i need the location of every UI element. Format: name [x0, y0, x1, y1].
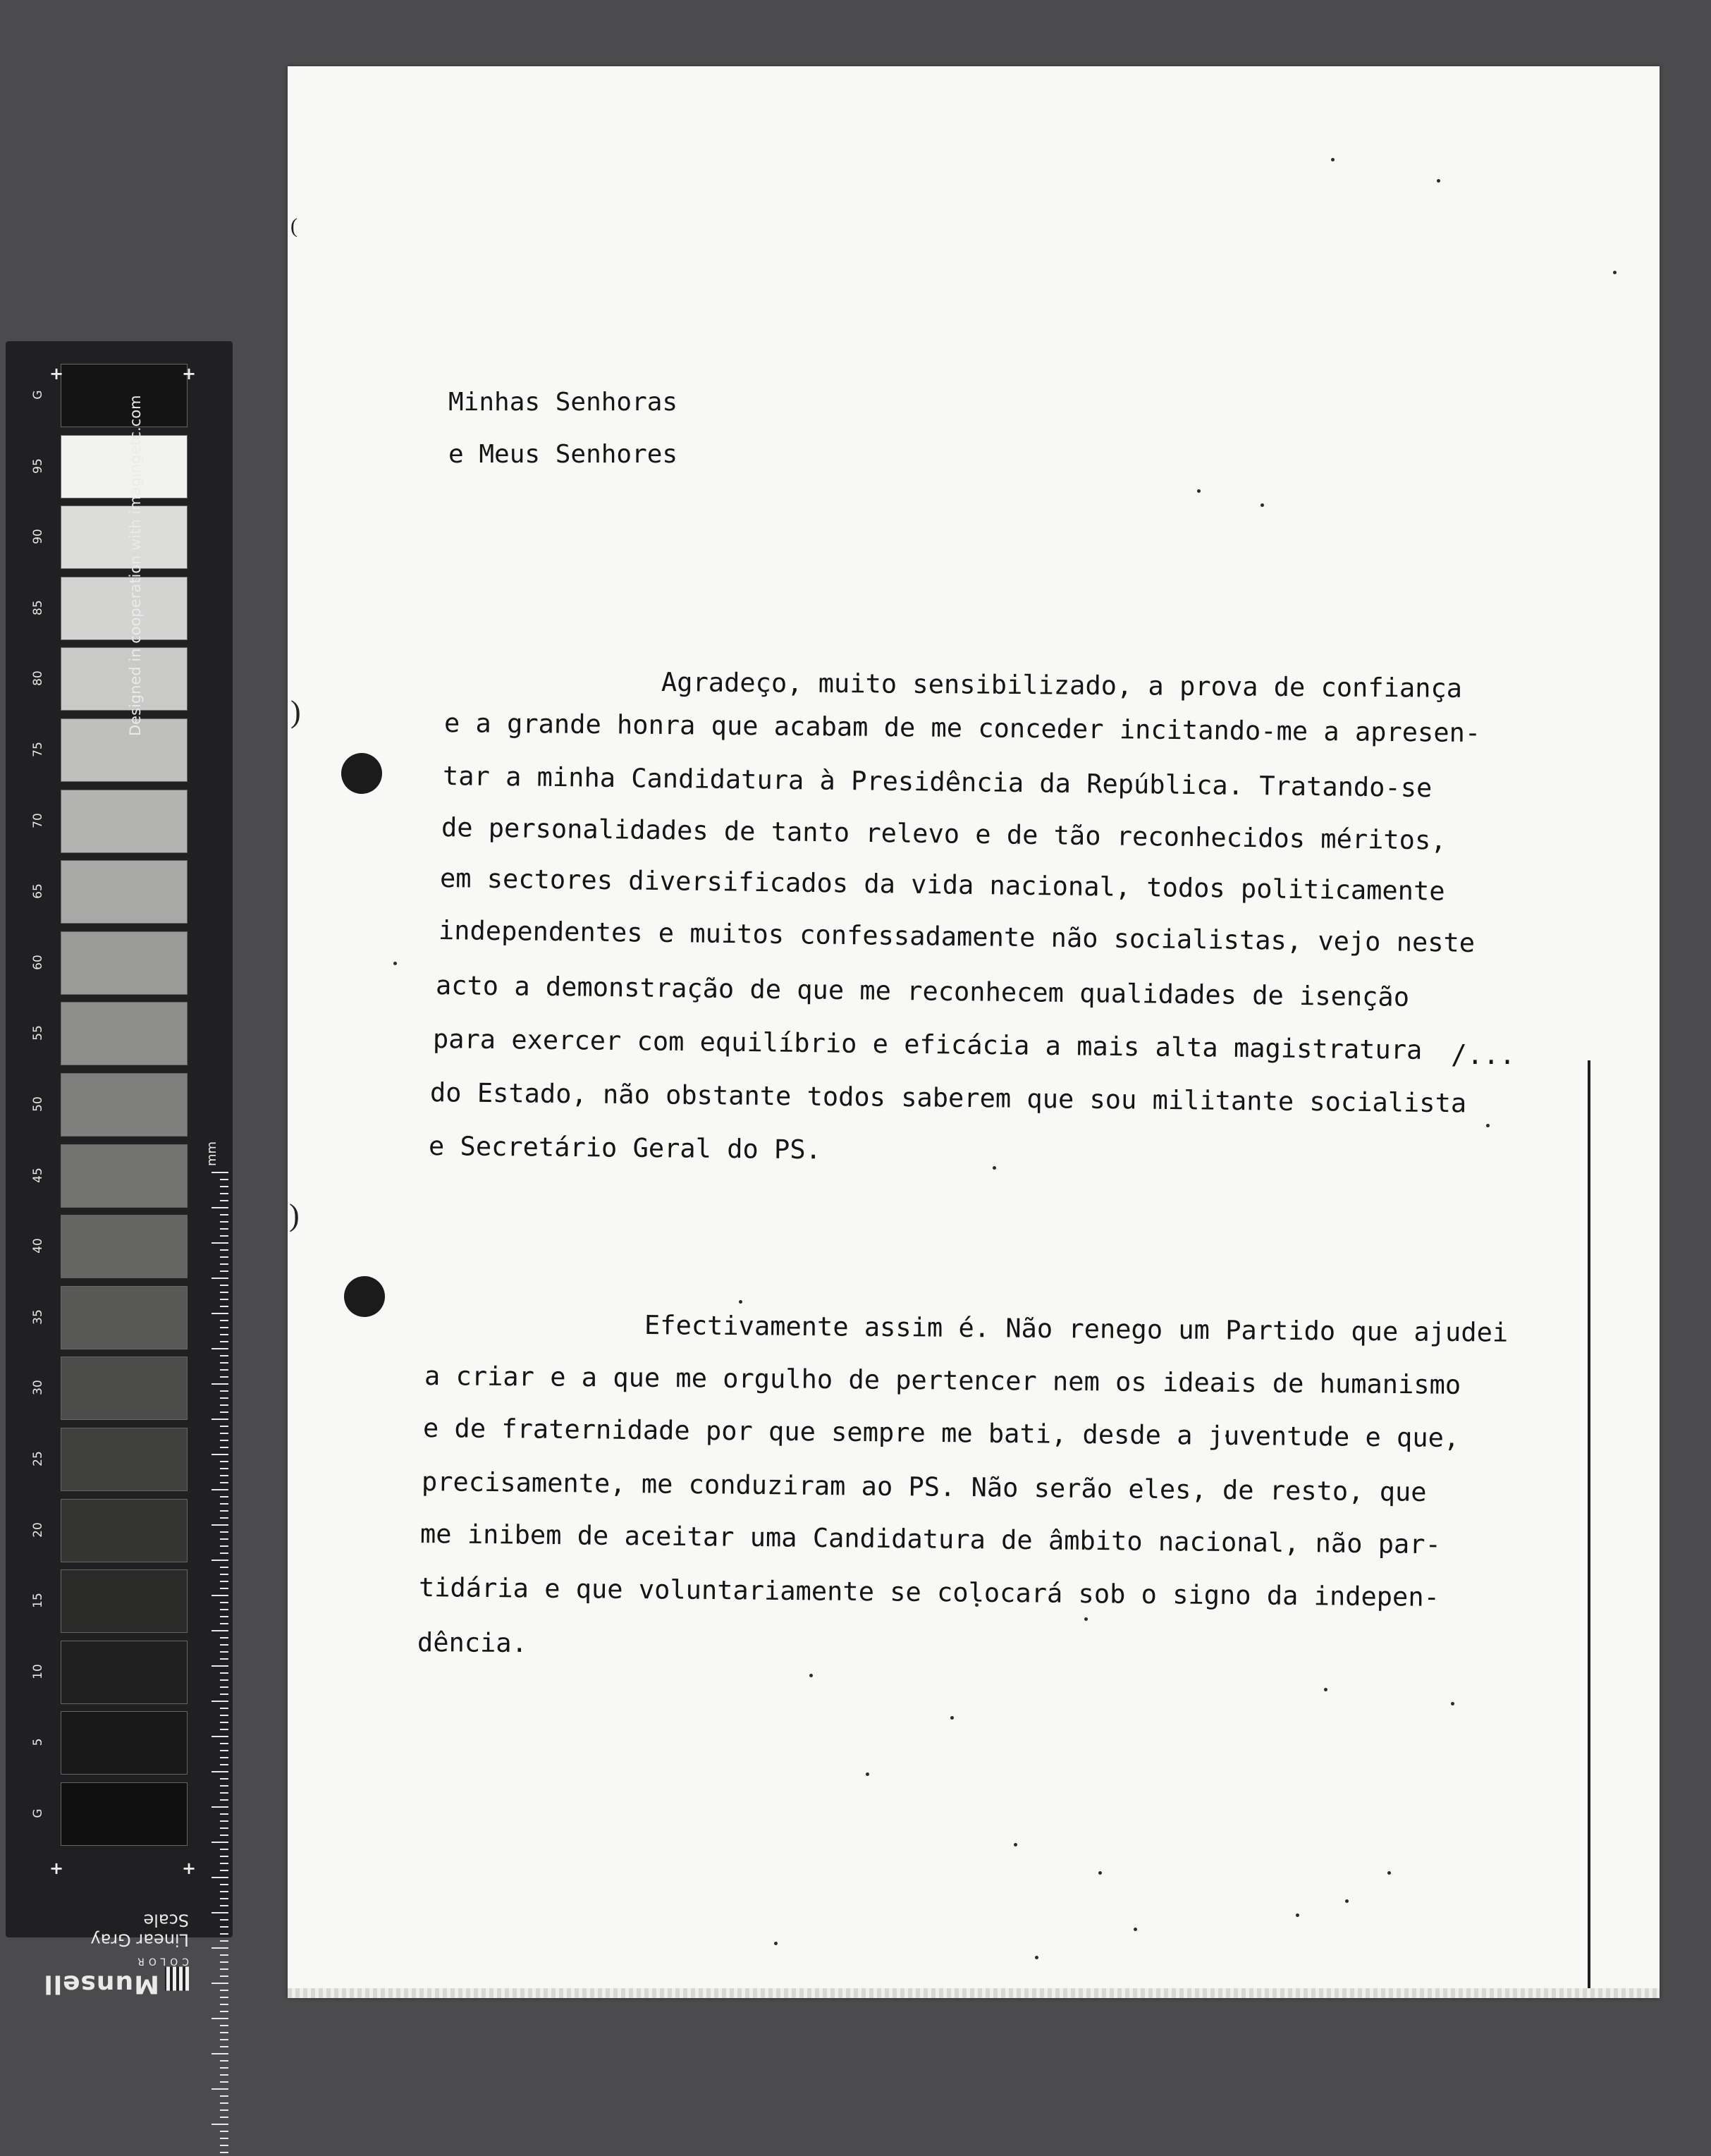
registration-mark: +: [49, 364, 64, 384]
gray-patch: [61, 1002, 188, 1065]
text-line: a criar e a que me orgulho de pertencer nem os ideais de humanismo: [424, 1361, 1461, 1400]
text-line: tidária e que voluntariamente se colocará sob o signo da indepen-: [418, 1572, 1440, 1612]
patch-label: 60: [31, 954, 45, 970]
text-line: precisamente, me conduziram ao PS. Não serão eles, de resto, que: [421, 1466, 1427, 1507]
patch-label: 5: [31, 1738, 45, 1746]
text-line: do Estado, não obstante todos saberem que sou militante socialista: [429, 1077, 1467, 1119]
gray-patch: [61, 931, 188, 995]
patch-label: 80: [31, 670, 45, 687]
speck: [809, 1674, 813, 1677]
speck: [1134, 1928, 1137, 1931]
text-line: dência.: [417, 1627, 528, 1659]
speck: [1345, 1899, 1349, 1903]
speck: [1197, 489, 1201, 493]
speck: [393, 962, 397, 965]
scale-name: Linear Gray Scale: [90, 1911, 189, 1950]
speck: [1084, 1617, 1088, 1621]
patch-label: 15: [31, 1593, 45, 1609]
patch-label: 20: [31, 1521, 45, 1538]
text-line: tar a minha Candidatura à Presidência da República. Tratando-se: [442, 761, 1433, 804]
gray-patch: [61, 1286, 188, 1349]
gray-patch: [61, 1428, 188, 1491]
text-line: acto a demonstração de que me reconhecem qualidades de isenção: [435, 970, 1410, 1012]
patch-label: 75: [31, 742, 45, 757]
gray-patch: [61, 790, 188, 853]
text-line: e a grande honra que acabam de me conceder incitando-me a apresen-: [443, 708, 1481, 749]
patch-label: 90: [31, 529, 45, 545]
patch-label: 45: [31, 1167, 45, 1183]
gray-patch: [61, 718, 188, 782]
patch-label: 10: [31, 1663, 45, 1679]
text-line: e Secretário Geral do PS.: [428, 1131, 822, 1165]
gray-patch: [61, 1641, 188, 1704]
gray-patch: [61, 1711, 188, 1775]
punch-hole: [341, 753, 382, 794]
mm-ruler: [204, 1172, 228, 2156]
speck: [950, 1716, 954, 1720]
margin-line: [1588, 1060, 1590, 1991]
sheet-edge: [288, 1988, 1660, 1998]
gray-patch: [61, 1782, 188, 1846]
speck: [1613, 271, 1617, 274]
speck: [993, 1166, 996, 1170]
speck: [1296, 1913, 1299, 1917]
speck: [1387, 1871, 1391, 1875]
punch-hole: [344, 1276, 385, 1317]
text-line: e de fraternidade por que sempre me bati, desde a juventude e que,: [422, 1413, 1460, 1454]
text-line: Agradeço, muito sensibilizado, a prova de confiança: [661, 667, 1463, 704]
speck: [774, 1942, 778, 1945]
brand-subtitle: COLOR: [133, 1956, 189, 1967]
gray-patch: [61, 860, 188, 924]
patch-label: 85: [31, 599, 45, 615]
speck: [1098, 1871, 1102, 1875]
patch-label: G: [31, 1808, 45, 1818]
patch-label: 30: [31, 1380, 45, 1396]
speck: [1437, 179, 1440, 183]
ruler-unit-label: mm: [204, 1141, 219, 1166]
patch-label: 35: [31, 1309, 45, 1325]
registration-mark: +: [182, 364, 197, 384]
margin-bracket: ): [289, 1198, 300, 1232]
gray-patch: [61, 1144, 188, 1208]
text-line: de personalidades de tanto relevo e de tão reconhecidos méritos,: [441, 812, 1447, 856]
brand-name: Munsell: [43, 1969, 159, 1999]
continuation-mark: /...: [1451, 1039, 1516, 1070]
gray-patch: [61, 435, 188, 498]
text-line: independentes e muitos confessadamente não socialistas, vejo neste: [438, 915, 1476, 958]
patch-label: 50: [31, 1096, 45, 1112]
patch-label: G: [31, 390, 45, 400]
gray-patch: [61, 364, 188, 427]
gray-patch: [61, 577, 188, 640]
speck: [1451, 1702, 1454, 1705]
speck: [1261, 503, 1264, 507]
patch-label: 55: [31, 1025, 45, 1041]
gray-patch: [61, 1356, 188, 1420]
munsell-logo-icon: [165, 1967, 189, 1991]
gray-patch: [61, 1215, 188, 1278]
gray-patch: [61, 1073, 188, 1137]
speck: [1486, 1124, 1490, 1127]
document-sheet: [288, 66, 1660, 1998]
gray-patch: [61, 1499, 188, 1562]
gray-scale-card: [6, 341, 233, 1937]
patch-label: 70: [31, 812, 45, 828]
speck: [1014, 1843, 1017, 1846]
text-line: para exercer com equilíbrio e eficácia a mais alta magistratura: [432, 1024, 1423, 1065]
patch-label: 40: [31, 1238, 45, 1254]
salutation-line: e Meus Senhores: [448, 440, 678, 469]
bleed-through-marks: [619, 116, 1084, 200]
registration-mark: +: [49, 1858, 64, 1878]
gray-patch: [61, 1569, 188, 1633]
card-credit-text: Designed in cooperation with imagingetc.com: [127, 395, 144, 736]
gray-patch: [61, 647, 188, 711]
speck: [1035, 1956, 1038, 1959]
speck: [866, 1772, 869, 1776]
registration-mark: +: [182, 1858, 197, 1878]
speck: [1324, 1688, 1327, 1691]
speck: [739, 1300, 742, 1304]
margin-bracket: (: [290, 214, 298, 238]
text-line: em sectores diversificados da vida nacional, todos politicamente: [439, 863, 1445, 907]
gray-patch: [61, 506, 188, 569]
salutation-line: Minhas Senhoras: [448, 388, 678, 417]
margin-bracket: ): [290, 694, 301, 729]
patch-label: 65: [31, 883, 45, 900]
patch-label: 25: [31, 1451, 45, 1466]
text-line: Efectivamente assim é. Não renego um Partido que ajudei: [644, 1310, 1509, 1348]
speck: [1331, 158, 1335, 161]
card-footer: [41, 1911, 189, 1999]
patch-label: 95: [31, 458, 45, 474]
text-line: me inibem de aceitar uma Candidatura de âmbito nacional, não par-: [419, 1519, 1442, 1560]
